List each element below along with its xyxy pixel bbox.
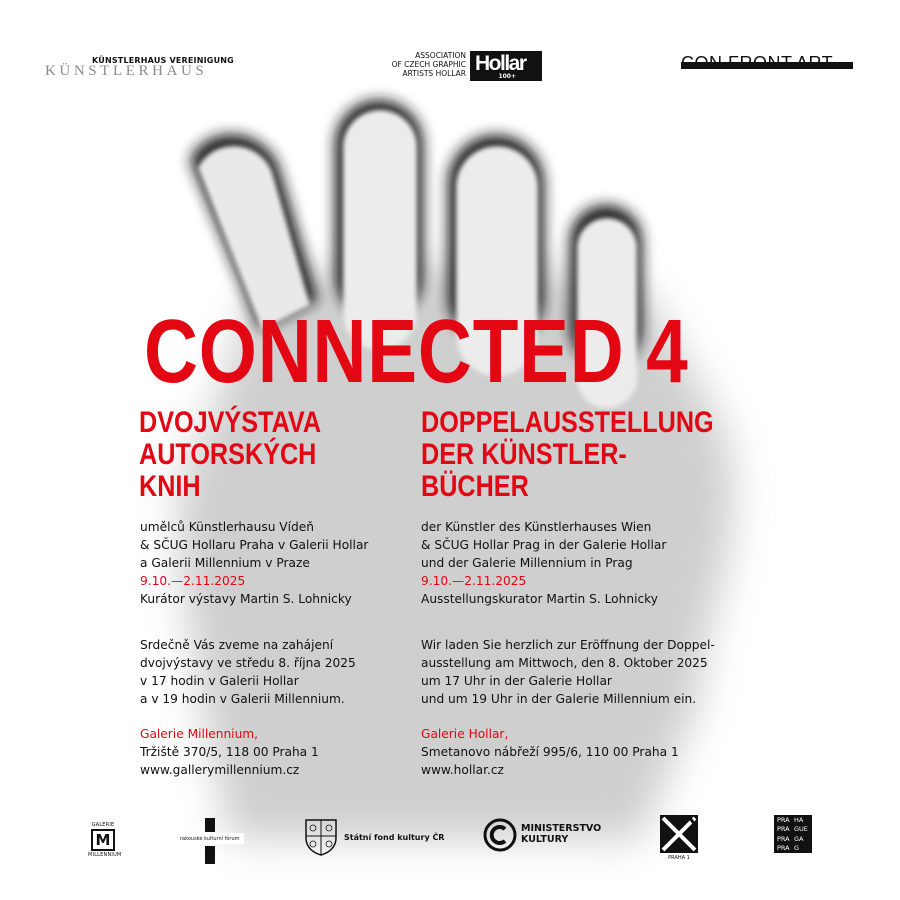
venue-name: Galerie Millennium, bbox=[140, 727, 259, 741]
venue-address: Smetanovo nábřeží 995/6, 110 00 Praha 1 bbox=[421, 745, 679, 759]
czech-invitation: Srdečně Vás zveme na zahájení dvojvýstavy ve středu 8. října 2025 v 17 hodin v Galerii Hollar a v 19 hodin v Galerii Millennium. bbox=[140, 638, 356, 706]
hollar-link[interactable]: www.hollar.cz bbox=[421, 763, 504, 777]
headline: CONNECTED 4 bbox=[144, 302, 689, 402]
hollar-wordmark: Hollar bbox=[475, 52, 526, 75]
hollar-logo bbox=[470, 51, 542, 81]
praha-prague-logo: PRA PRA PRA PRA HA GUE GA G bbox=[774, 815, 812, 853]
praha-1-logo: PRAHA 1 bbox=[660, 815, 698, 853]
hollar-number: 100+ bbox=[498, 73, 516, 80]
german-intro: der Künstler des Künstlerhauses Wien & SČUG Hollar Prag in der Galerie Hollar und der Galerie Millennium in Prag 9.10.—2.11.2025 Ausstellungskurator Martin S. Lohnicky bbox=[421, 520, 667, 606]
czech-subtitle: DVOJVÝSTAVA AUTORSKÝCH KNIH bbox=[139, 406, 322, 503]
ministerstvo-c-icon bbox=[483, 818, 517, 852]
galerie-millennium-logo: GALERIE M MILLENNIUM bbox=[88, 822, 122, 858]
coat-of-arms-icon bbox=[304, 818, 338, 856]
czech-dates: 9.10.—2.11.2025 bbox=[140, 574, 246, 588]
kunstlerhaus-logo: KÜNSTLERHAUS bbox=[45, 63, 208, 79]
german-dates: 9.10.—2.11.2025 bbox=[421, 574, 527, 588]
czech-venue bbox=[140, 725, 319, 779]
ministerstvo-kultury-logo: MINISTERSTVO KULTURY bbox=[483, 818, 517, 856]
venue-name: Galerie Hollar, bbox=[421, 727, 509, 741]
gallery-millennium-link[interactable]: www.gallerymillennium.cz bbox=[140, 763, 300, 777]
german-invitation: Wir laden Sie herzlich zur Eröffnung der Doppel- ausstellung am Mittwoch, den 8. Oktober 2025 um 17 Uhr in der Galerie Hollar und um 19 Uhr in der Galerie Millennium ein. bbox=[421, 638, 715, 706]
czech-intro: umělců Künstlerhausu Vídeň & SČUG Hollaru Praha v Galerii Hollar a Galerii Millennium v Praze 9.10.—2.11.2025 Kurátor výstavy Martin S. Lohnicky bbox=[140, 520, 369, 606]
rakouske-kulturni-forum-logo: rakouské kulturní fórum bbox=[180, 818, 255, 864]
czech-curator: Kurátor výstavy Martin S. Lohnicky bbox=[140, 592, 352, 606]
venue-address: Tržiště 370/5, 118 00 Praha 1 bbox=[140, 745, 319, 759]
confrontart-logo: CON.FRONT.ART bbox=[681, 53, 853, 73]
kunstlerhaus-vereinigung-label: KÜNSTLERHAUS VEREINIGUNG bbox=[92, 56, 234, 65]
german-curator: Ausstellungskurator Martin S. Lohnicky bbox=[421, 592, 658, 606]
statni-fond-kultury-logo: Státní fond kultury ČR bbox=[304, 818, 338, 860]
german-subtitle: DOPPELAUSSTELLUNG DER KÜNSTLER- BÜCHER bbox=[421, 406, 714, 503]
german-venue bbox=[421, 725, 679, 779]
association-label: ASSOCIATION OF CZECH GRAPHIC ARTISTS HOLLAR bbox=[391, 51, 466, 78]
praha-1-x-icon bbox=[660, 815, 698, 853]
